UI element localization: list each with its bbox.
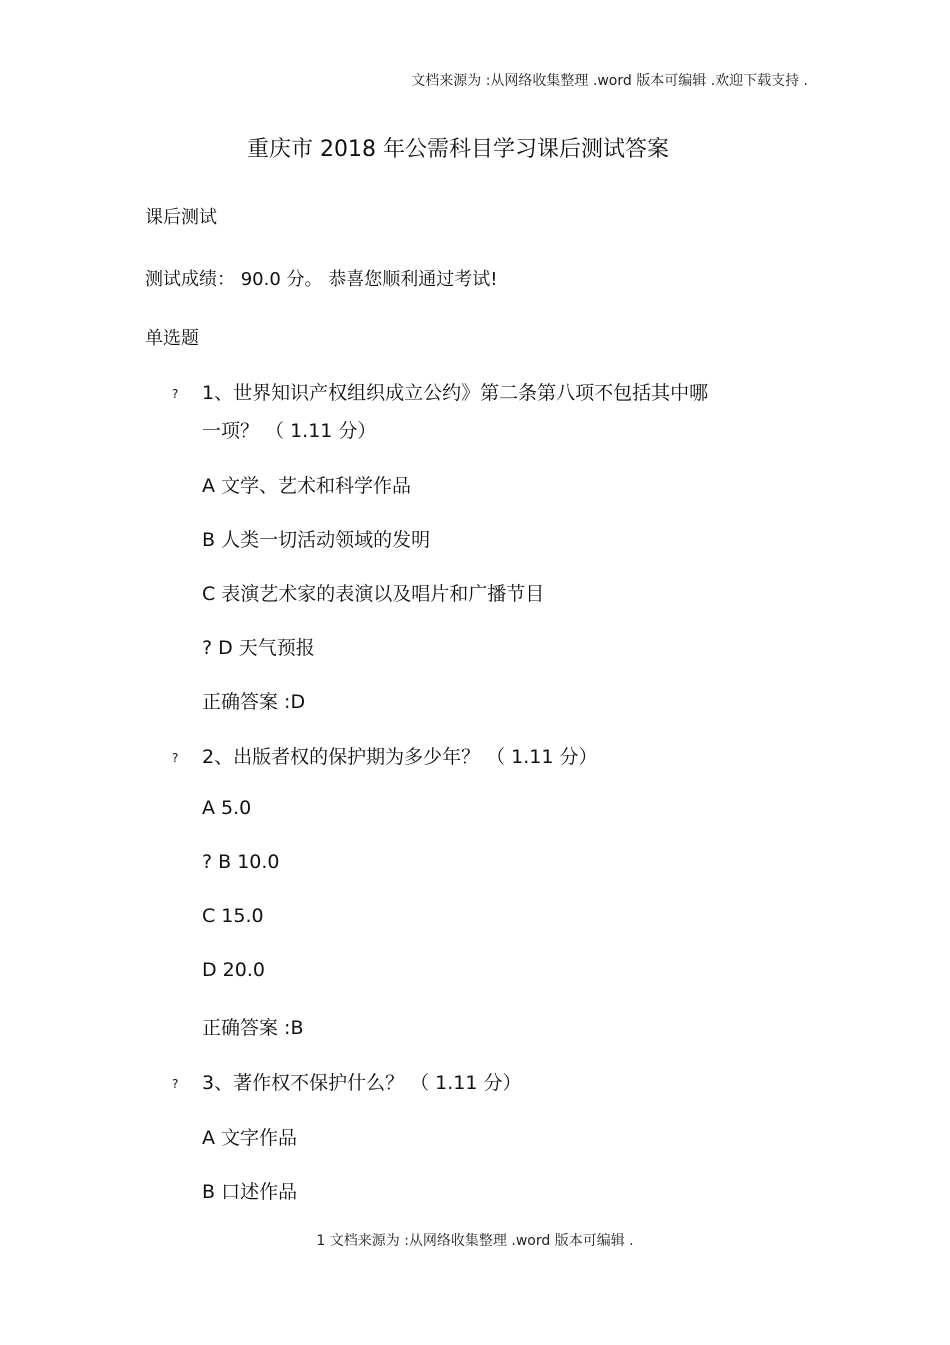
question-marker: ? [172,1077,179,1091]
option-b: B 人类一切活动领域的发明 [202,529,431,551]
option-a: A 5.0 [202,797,252,819]
correct-answer: 正确答案 :B [202,1017,304,1039]
option-a: A 文学、艺术和科学作品 [202,475,412,497]
option-d: D 20.0 [202,959,265,981]
option-d: ? D 天气预报 [202,637,315,659]
option-b: B 口述作品 [202,1181,298,1203]
question-type-heading: 单选题 [145,328,199,349]
score-line: 测试成绩： 90.0 分。 恭喜您顺利通过考试! [145,269,498,290]
question-marker: ? [172,387,179,401]
question-text-continued: 一项？ （ 1.11 分） [202,420,377,442]
option-b: ? B 10.0 [202,851,280,873]
option-c: C 15.0 [202,905,264,927]
option-c: C 表演艺术家的表演以及唱片和广播节目 [202,583,545,605]
footer-note: 1 文档来源为 :从网络收集整理 .word 版本可编辑 . [316,1233,634,1249]
header-note: 文档来源为 :从网络收集整理 .word 版本可编辑 .欢迎下载支持 . [411,73,808,89]
question-marker: ? [172,751,179,765]
section-heading: 课后测试 [145,207,217,228]
option-a: A 文字作品 [202,1127,298,1149]
document-title: 重庆市 2018 年公需科目学习课后测试答案 [247,137,669,162]
correct-answer: 正确答案 :D [202,691,306,713]
question-text: 3、著作权不保护什么？ （ 1.11 分） [202,1072,522,1094]
question-text: 2、出版者权的保护期为多少年？ （ 1.11 分） [202,746,598,768]
question-text: 1、世界知识产权组织成立公约》第二条第八项不包括其中哪 [202,382,709,404]
